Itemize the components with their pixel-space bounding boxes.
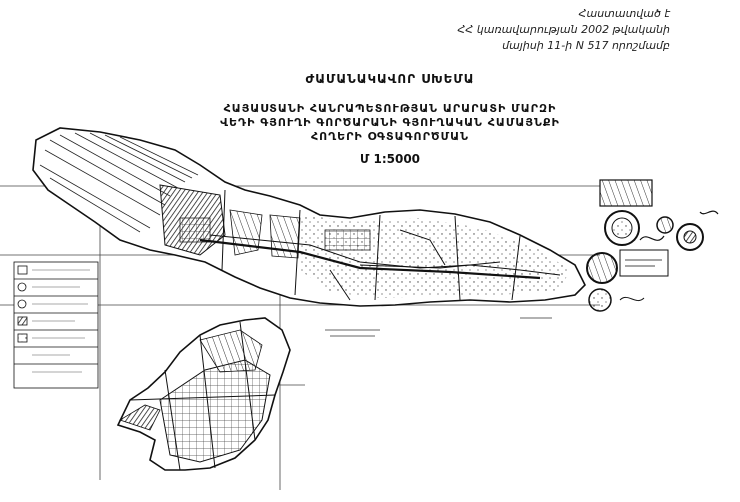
- map-subtitle-3: ՀՈՂԵՐԻ ՕԳՏԱԳՈՐԾՄԱՆ: [311, 130, 469, 143]
- map-title: ԺԱՄԱՆԱԿԱՎՈՐ ՍԽԵՄԱ: [305, 72, 475, 86]
- map-legend: [14, 262, 98, 388]
- signature-lines: [325, 318, 552, 336]
- approval-line-3: մայիսի 11-ի N 517 որոշմամբ: [502, 39, 670, 52]
- official-stamps: [587, 180, 718, 311]
- village-parcel: [118, 318, 290, 470]
- approval-line-2: ՀՀ կառավարության 2002 թվականի: [457, 23, 670, 36]
- approval-line-1: Հաստատված է: [578, 7, 670, 20]
- map-subtitle-2: ՎԵԴԻ ԳՅՈՒՂԻ ԳՈՐԾԱՐԱՆԻ ԳՅՈՒՂԱԿԱՆ ՀԱՄԱՅՆՔԻ: [220, 116, 560, 129]
- map-subtitle-1: ՀԱՅԱՍՏԱՆԻ ՀԱՆՐԱՊԵՏՈՒԹՅԱՆ ԱՐԱՐԱՏԻ ՄԱՐԶԻ: [223, 102, 557, 115]
- main-parcel: [33, 128, 585, 306]
- map-scale: Մ 1:5000: [359, 152, 421, 166]
